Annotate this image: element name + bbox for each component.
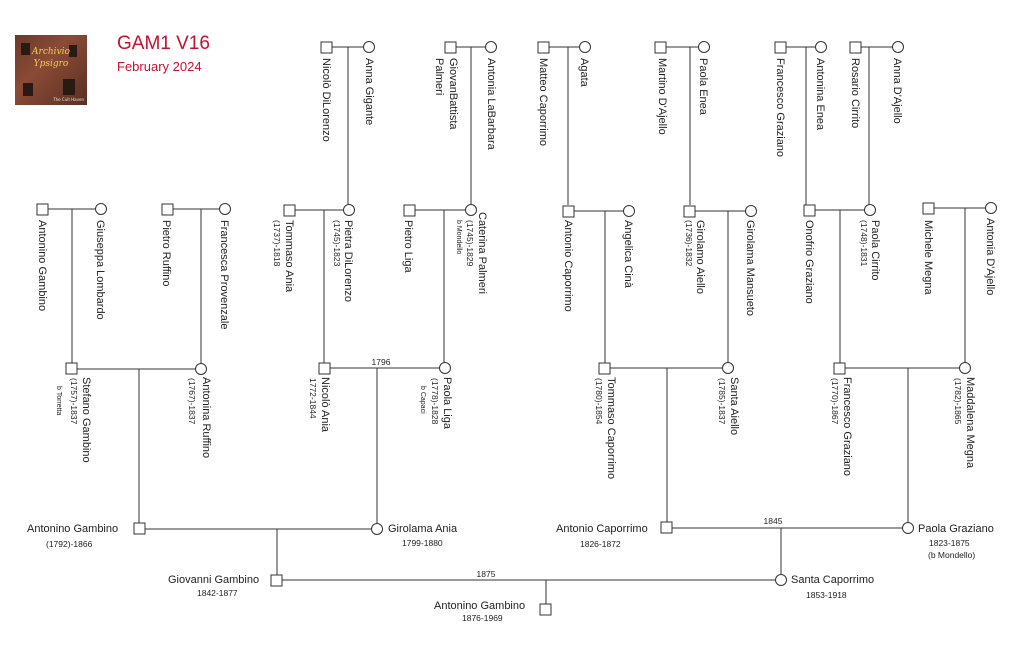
name-antonina-ruffino: Antonina Ruffino — [200, 377, 212, 459]
name-nicolo-dilorenzo: Nicolò DiLorenzo — [320, 58, 332, 142]
male-symbol-martino-dajello — [655, 42, 666, 53]
female-symbol-anna-dajello — [893, 42, 904, 53]
name-rosario-cirrito: Rosario Cirrito — [849, 58, 861, 129]
male-symbol-michele-megna — [923, 203, 934, 214]
name-giovanbattista-palmeri: GiovanBattista — [447, 58, 459, 130]
male-symbol-rosario-cirrito — [850, 42, 861, 53]
name-onofrio-graziano: Onofrio Graziano — [803, 220, 815, 304]
name-antonia-labarbara: Antonia LaBarbara — [485, 58, 497, 150]
birthplace-caterina-palmeri: b Mondello — [455, 220, 462, 255]
dates-antonino-gambino-b1876: 1876-1969 — [462, 613, 503, 623]
male-symbol-onofrio-graziano — [804, 205, 815, 216]
name-francesca-provenzale: Francesca Provenzale — [218, 220, 230, 330]
dates-paola-cirrito: (1748)-1831 — [859, 220, 869, 267]
name-antonina-enea: Antonina Enea — [814, 58, 826, 131]
name-pietra-dilorenzo: Pietra DiLorenzo — [342, 220, 354, 302]
male-symbol-antonino-gambino-b1876 — [540, 604, 551, 615]
name-paola-cirrito: Paola Cirrito — [869, 220, 881, 281]
name-girolama-ania: Girolama Ania — [388, 523, 458, 535]
female-symbol-paola-cirrito — [865, 205, 876, 216]
name-paola-enea: Paola Enea — [697, 58, 709, 115]
female-symbol-angelica-cina — [624, 206, 635, 217]
dates-caterina-palmeri: (1745)-1829 — [465, 220, 475, 267]
name-pietro-liga: Pietro Liga — [402, 220, 414, 273]
female-symbol-maddalena-megna — [960, 363, 971, 374]
name-stefano-gambino: Stefano Gambino — [80, 377, 92, 463]
female-symbol-caterina-palmeri — [466, 205, 477, 216]
connector-lines — [48, 47, 986, 605]
dates-girolama-ania: 1799-1880 — [402, 538, 443, 548]
dates-tommaso-caporrimo: (1780)-1854 — [594, 378, 604, 425]
name-angelica-cina: Angelica Cinà — [622, 220, 634, 288]
male-symbol-francesco-graziano-sr — [775, 42, 786, 53]
male-symbol-tommaso-ania — [284, 205, 295, 216]
dates-nicolo-ania: 1772-1844 — [308, 378, 318, 419]
name-francesco-graziano: Francesco Graziano — [841, 377, 853, 477]
name-girolama-mansueto: Girolama Mansueto — [744, 220, 756, 316]
male-symbol-giovanni-gambino — [271, 575, 282, 586]
male-symbol-pietro-liga — [404, 205, 415, 216]
name-antonia-dajello: Antonia D'Ajello — [984, 218, 996, 296]
male-symbol-stefano-gambino — [66, 363, 77, 374]
female-symbol-paola-enea — [699, 42, 710, 53]
name-anna-dajello: Anna D'Ajello — [891, 58, 903, 124]
birthplace-paola-graziano: (b Mondello) — [928, 550, 976, 560]
dates-paola-liga: (1778)-1828 — [430, 378, 440, 425]
name-santa-caporrimo: Santa Caporrimo — [791, 574, 875, 586]
male-symbol-antonio-caporrimo-sr — [563, 206, 574, 217]
dates-antonina-ruffino: (1767)-1837 — [187, 378, 197, 425]
marriage-year-ania-liga: 1796 — [371, 357, 391, 367]
name-paola-liga: Paola Liga — [441, 377, 453, 429]
page-subtitle: February 2024 — [117, 59, 202, 74]
dates-santa-caporrimo: 1853-1918 — [806, 590, 847, 600]
name-paola-graziano: Paola Graziano — [918, 523, 994, 535]
name-anna-gigante: Anna Gigante — [363, 58, 375, 126]
male-symbol-nicolo-ania — [319, 363, 330, 374]
female-symbol-giuseppa-lombardo — [96, 204, 107, 215]
male-symbol-girolamo-aiello — [684, 206, 695, 217]
logo-text-ypsigro: Ypsigro — [33, 59, 69, 69]
male-symbol-antonio-caporrimo — [661, 522, 672, 533]
name-giovanbattista-palmeri-line2: Palmeri — [433, 58, 445, 96]
male-symbol-pietro-ruffino — [162, 204, 173, 215]
name-caterina-palmeri: Caterina Palmeri — [476, 212, 488, 294]
name-tommaso-ania: Tommaso Ania — [283, 220, 295, 293]
female-symbol-paola-graziano — [903, 523, 914, 534]
female-symbol-antonia-labarbara — [486, 42, 497, 53]
male-symbol-tommaso-caporrimo — [599, 363, 610, 374]
female-symbol-agata — [580, 42, 591, 53]
male-symbol-antonino-gambino-b1792 — [134, 523, 145, 534]
name-martino-dajello: Martino D'Ajello — [656, 58, 668, 135]
female-symbol-antonia-dajello — [986, 203, 997, 214]
name-matteo-caporrimo: Matteo Caporrimo — [537, 58, 549, 147]
logo-text-archivio: Archivio — [32, 47, 70, 57]
dates-girolamo-aiello: (1736)-1832 — [684, 220, 694, 267]
marriage-year-caporrimo-graziano: 1845 — [763, 516, 783, 526]
name-maddalena-megna: Maddalena Megna — [964, 377, 976, 469]
name-antonio-caporrimo-sr: Antonio Caporrimo — [562, 220, 574, 312]
dates-pietra-dilorenzo: (1745)-1823 — [332, 220, 342, 267]
male-symbol-giovanbattista-palmeri — [445, 42, 456, 53]
name-antonino-gambino-b1792: Antonino Gambino — [27, 523, 119, 535]
name-giovanni-gambino: Giovanni Gambino — [168, 574, 260, 586]
dates-maddalena-megna: (1782)-1865 — [953, 378, 963, 425]
birthplace-stefano-gambino: b Torretta — [55, 386, 62, 416]
male-symbol-antonino-gambino-sr — [37, 204, 48, 215]
dates-antonio-caporrimo: 1826-1872 — [580, 539, 621, 549]
male-symbol-francesco-graziano — [834, 363, 845, 374]
name-francesco-graziano-sr: Francesco Graziano — [774, 58, 786, 158]
name-pietro-ruffino: Pietro Ruffino — [160, 220, 172, 287]
female-symbol-antonina-ruffino — [196, 364, 207, 375]
female-symbol-francesca-provenzale — [220, 204, 231, 215]
female-symbol-girolama-ania — [372, 524, 383, 535]
dates-antonino-gambino-b1792: (1792)-1866 — [46, 539, 93, 549]
dates-santa-aiello: (1785)-1837 — [717, 378, 727, 425]
female-symbol-paola-liga — [440, 363, 451, 374]
name-giuseppa-lombardo: Giuseppa Lombardo — [94, 220, 106, 320]
female-symbol-pietra-dilorenzo — [344, 205, 355, 216]
name-tommaso-caporrimo: Tommaso Caporrimo — [605, 377, 617, 480]
logo-text-tagline: The Cult Haven — [53, 97, 84, 102]
dates-paola-graziano: 1823-1875 — [929, 538, 970, 548]
name-antonino-gambino-sr: Antonino Gambino — [36, 220, 48, 312]
name-agata: Agata — [578, 58, 590, 87]
name-girolamo-aiello: Girolamo Aiello — [694, 220, 706, 294]
female-symbol-santa-aiello — [723, 363, 734, 374]
dates-tommaso-ania: (1737)-1818 — [272, 220, 282, 267]
page-title: GAM1 V16 — [117, 33, 210, 54]
female-symbol-anna-gigante — [364, 42, 375, 53]
female-symbol-santa-caporrimo — [776, 575, 787, 586]
dates-stefano-gambino: (1757)-1837 — [69, 378, 79, 425]
dates-giovanni-gambino: 1842-1877 — [197, 588, 238, 598]
female-symbol-girolama-mansueto — [746, 206, 757, 217]
name-santa-aiello: Santa Aiello — [728, 377, 740, 436]
birthplace-paola-liga: b Capaci — [419, 386, 426, 414]
male-symbol-nicolo-dilorenzo — [321, 42, 332, 53]
male-symbol-matteo-caporrimo — [538, 42, 549, 53]
name-michele-megna: Michele Megna — [922, 220, 934, 295]
female-symbol-antonina-enea — [816, 42, 827, 53]
name-antonino-gambino-b1876: Antonino Gambino — [434, 600, 526, 612]
marriage-year-gambino-caporrimo: 1875 — [476, 569, 496, 579]
dates-francesco-graziano: (1770)-1867 — [830, 378, 840, 425]
name-nicolo-ania: Nicolò Ania — [319, 377, 331, 433]
name-antonio-caporrimo: Antonio Caporrimo — [556, 523, 648, 535]
